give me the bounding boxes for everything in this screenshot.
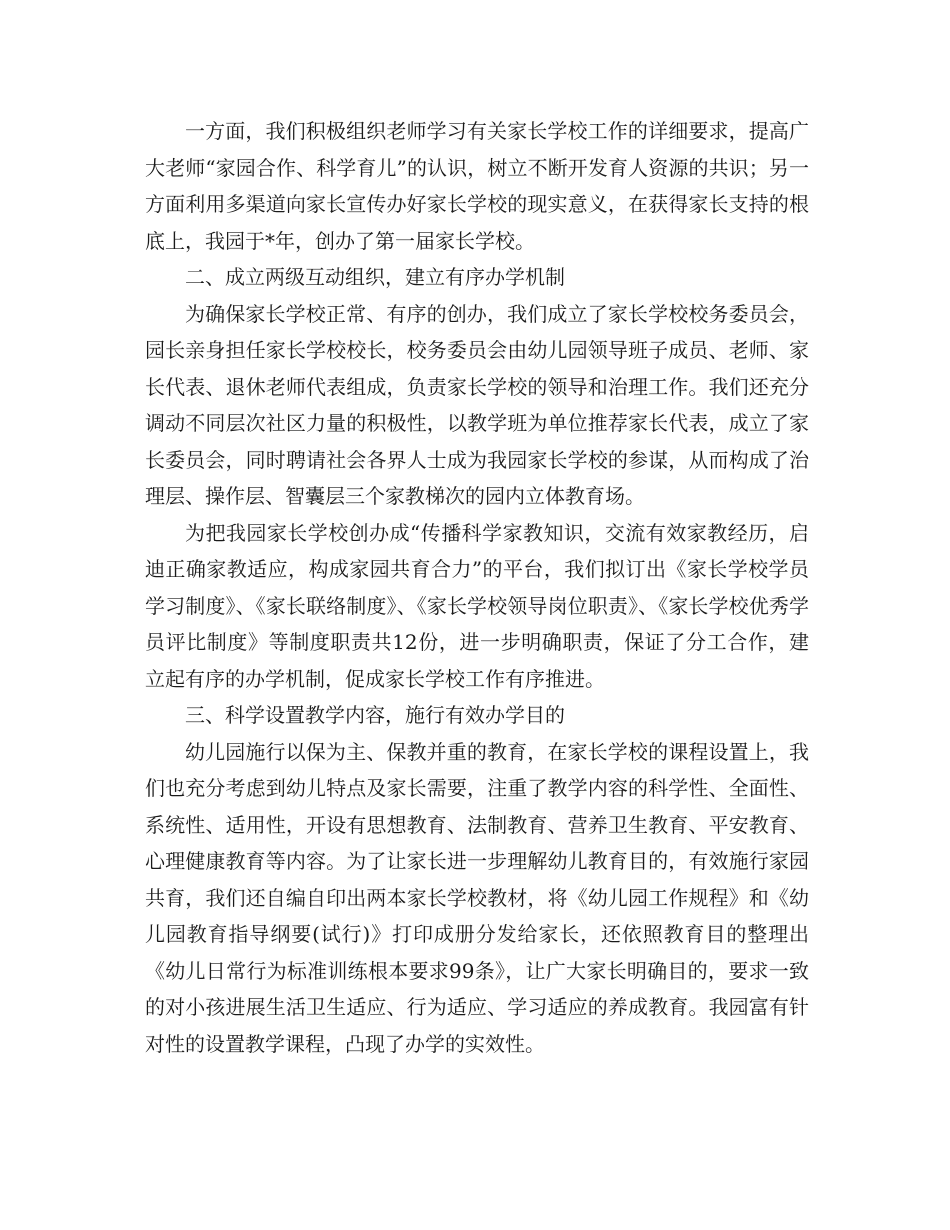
paragraph-3: 为把我园家长学校创办成“传播科学家教知识，交流有效家教经历，启迪正确家教适应，构成家园共育合力”的平台，我们拟订出《家长学校学员学习制度》、《家长联络制度》、《家长学校领导岗位职责》、《家长学校优秀学员评比制度》等制度职责共12份，进一步明确职责，保证了分工合作，建立起有序的办学机制，促成家长学校工作有序推进。 [145,520,809,691]
section-heading-3: 三、科学设置教学内容，施行有效办学目的 [185,703,565,727]
paragraph-4: 幼儿园施行以保为主、保教并重的教育，在家长学校的课程设置上，我们也充分考虑到幼儿特点及家长需要，注重了教学内容的科学性、全面性、系统性、适用性，开设有思想教育、法制教育、营养卫生教育、平安教育、心理健康教育等内容。为了让家长进一步理解幼儿教育目的，有效施行家园共育，我们还自编自印出两本家长学校教材，将《幼儿园工作规程》和《幼儿园教育指导纲要(试行)》打印成册分发给家长，还依照教育目的整理出《幼儿日常行为标准训练根本要求99条》，让广大家长明确目的，要求一致的对小孩进展生活卫生适应、行为适应、学习适应的养成教育。我园富有针对性的设置教学课程，凸现了办学的实效性。 [145,739,809,1056]
document-body [145,113,809,1062]
section-heading-2: 二、成立两级互动组织，建立有序办学机制 [185,265,565,289]
paragraph-2: 为确保家长学校正常、有序的创办，我们成立了家长学校校务委员会，园长亲身担任家长学校校长，校务委员会由幼儿园领导班子成员、老师、家长代表、退休老师代表组成，负责家长学校的领导和治理工作。我们还充分调动不同层次社区力量的积极性，以教学班为单位推荐家长代表，成立了家长委员会，同时聘请社会各界人士成为我园家长学校的参谋，从而构成了治理层、操作层、智囊层三个家教梯次的园内立体教育场。 [145,301,809,508]
paragraph-1: 一方面，我们积极组织老师学习有关家长学校工作的详细要求，提高广大老师“家园合作、科学育儿”的认识，树立不断开发育人资源的共识；另一方面利用多渠道向家长宣传办好家长学校的现实意义，在获得家长支持的根底上，我园于*年，创办了第一届家长学校。 [145,119,809,253]
